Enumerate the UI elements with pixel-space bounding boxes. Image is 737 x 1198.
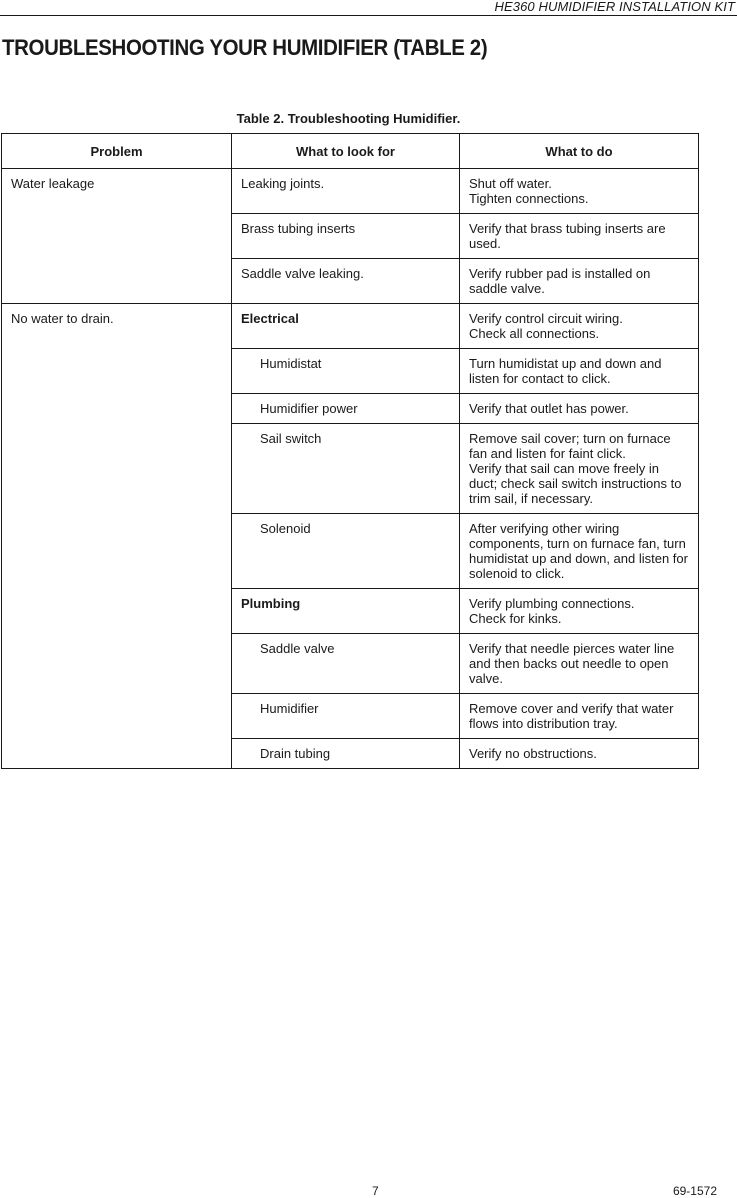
look-for-cell: Humidifier bbox=[232, 694, 460, 739]
what-to-do-line: Check for kinks. bbox=[469, 611, 562, 626]
what-to-do-line: Remove sail cover; turn on furnace fan and listen for faint click. bbox=[469, 431, 671, 461]
column-header-what-to-do: What to do bbox=[460, 134, 699, 169]
problem-cell: No water to drain. bbox=[2, 304, 232, 769]
what-to-do-line: Verify that needle pierces water line and then backs out needle to open valve. bbox=[469, 641, 675, 686]
table-caption: Table 2. Troubleshooting Humidifier. bbox=[236, 111, 461, 126]
what-to-do-line: Verify rubber pad is installed on saddle valve. bbox=[469, 266, 651, 296]
what-to-do-cell bbox=[460, 514, 699, 589]
what-to-do-line: Turn humidistat up and down and listen for contact to click. bbox=[469, 356, 662, 386]
page-title: TROUBLESHOOTING YOUR HUMIDIFIER (TABLE 2) bbox=[2, 35, 488, 60]
page-number: 7 bbox=[372, 1184, 379, 1198]
what-to-do-cell bbox=[460, 304, 699, 349]
look-for-cell: Leaking joints. bbox=[232, 169, 460, 214]
look-for-cell: Saddle valve bbox=[232, 634, 460, 694]
what-to-do-line: Verify that outlet has power. bbox=[469, 401, 629, 416]
document-number: 69-1572 bbox=[672, 1184, 717, 1198]
what-to-do-line: Verify that brass tubing inserts are used. bbox=[469, 221, 666, 251]
what-to-do-cell bbox=[460, 169, 699, 214]
look-for-cell: Humidifier power bbox=[232, 394, 460, 424]
what-to-do-cell bbox=[460, 214, 699, 259]
what-to-do-line: Shut off water. bbox=[469, 176, 552, 191]
what-to-do-cell bbox=[460, 424, 699, 514]
what-to-do-cell bbox=[460, 394, 699, 424]
problem-cell: Water leakage bbox=[2, 169, 232, 304]
what-to-do-line: Tighten connections. bbox=[469, 191, 589, 206]
what-to-do-cell bbox=[460, 349, 699, 394]
column-header-problem: Problem bbox=[2, 134, 232, 169]
table-row bbox=[2, 169, 699, 214]
table-header-row bbox=[2, 134, 699, 169]
what-to-do-cell bbox=[460, 589, 699, 634]
what-to-do-cell bbox=[460, 739, 699, 769]
look-for-group-heading: Electrical bbox=[232, 304, 460, 349]
running-head: HE360 HUMIDIFIER INSTALLATION KIT bbox=[494, 0, 735, 14]
what-to-do-line: After verifying other wiring components, turn on furnace fan, turn humidistat up and down, and listen for solenoid to click. bbox=[469, 521, 688, 581]
troubleshooting-table bbox=[1, 133, 699, 769]
look-for-cell: Sail switch bbox=[232, 424, 460, 514]
what-to-do-line: Verify no obstructions. bbox=[469, 746, 597, 761]
what-to-do-cell bbox=[460, 634, 699, 694]
what-to-do-line: Verify plumbing connections. bbox=[469, 596, 635, 611]
what-to-do-line: Verify control circuit wiring. bbox=[469, 311, 623, 326]
what-to-do-line: Check all connections. bbox=[469, 326, 600, 341]
look-for-cell: Saddle valve leaking. bbox=[232, 259, 460, 304]
look-for-cell: Solenoid bbox=[232, 514, 460, 589]
column-header-look-for: What to look for bbox=[232, 134, 460, 169]
header-rule bbox=[0, 15, 737, 16]
look-for-cell: Humidistat bbox=[232, 349, 460, 394]
what-to-do-line: Verify that sail can move freely in duct; check sail switch instructions to trim sail, if necessary. bbox=[469, 461, 682, 506]
what-to-do-line: Remove cover and verify that water flows into distribution tray. bbox=[469, 701, 674, 731]
what-to-do-cell bbox=[460, 694, 699, 739]
look-for-cell: Brass tubing inserts bbox=[232, 214, 460, 259]
look-for-cell: Drain tubing bbox=[232, 739, 460, 769]
look-for-group-heading: Plumbing bbox=[232, 589, 460, 634]
what-to-do-cell bbox=[460, 259, 699, 304]
table-row bbox=[2, 304, 699, 349]
